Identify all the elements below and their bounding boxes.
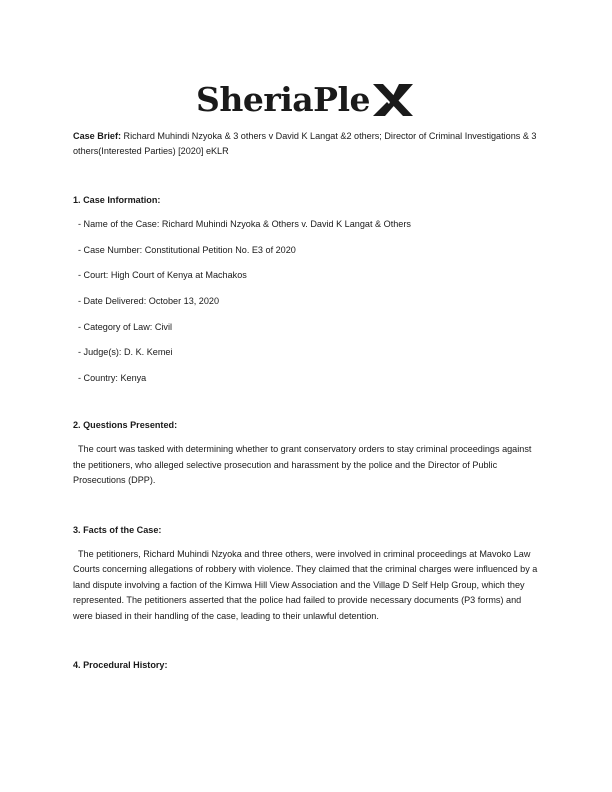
case-brief-text: Richard Muhindi Nzyoka & 3 others v David K Langat &2 others; Director of Criminal Investigations & 3 others(Interested Parties) [2020] eKLR — [73, 131, 537, 156]
procedural-history-heading: 4. Procedural History: — [73, 660, 168, 671]
list-item: - Date Delivered: October 13, 2020 — [78, 296, 220, 307]
case-brief-label: Case Brief: — [73, 131, 122, 141]
case-information-heading: 1. Case Information: — [73, 195, 161, 205]
list-item: - Country: Kenya — [78, 373, 147, 384]
list-item: - Category of Law: Civil — [78, 321, 173, 332]
list-item: - Name of the Case: Richard Muhindi Nzyoka & Others v. David K Langat & Others — [78, 219, 411, 229]
document-body — [73, 129, 543, 682]
questions-presented-text: The court was tasked with determining whether to grant conservatory orders to stay criminal proceedings against the petitioners, who alleged selective prosecution and harassment by the police and the Director of Public Prosecutions (DPP). — [73, 444, 532, 486]
sheriaplex-logo — [196, 78, 426, 122]
list-item: - Court: High Court of Kenya at Machakos — [78, 270, 247, 281]
questions-presented-heading: 2. Questions Presented: — [73, 420, 178, 431]
facts-text: The petitioners, Richard Muhindi Nzyoka and three others, were involved in criminal proceedings at Mavoko Law Courts concerning allegations of robbery with violence. They claimed that the criminal charges were influenced by a land dispute involving a faction of the Kimwa Hill View Association and the Village D Self Help Group, which they represented. The petitioners asserted that the police had failed to provide necessary documents (P3 forms) and were biased in their handling of the case, leading to their unlawful detention. — [73, 548, 538, 621]
case-brief — [73, 129, 543, 159]
facts-heading: 3. Facts of the Case: — [73, 524, 162, 535]
logo-text: SheriaPle — [196, 80, 370, 119]
list-item: - Case Number: Constitutional Petition No. E3 of 2020 — [78, 244, 296, 255]
logo-x-mark-icon — [371, 82, 415, 118]
list-item: - Judge(s): D. K. Kemei — [78, 347, 173, 358]
case-information-list — [73, 217, 543, 386]
